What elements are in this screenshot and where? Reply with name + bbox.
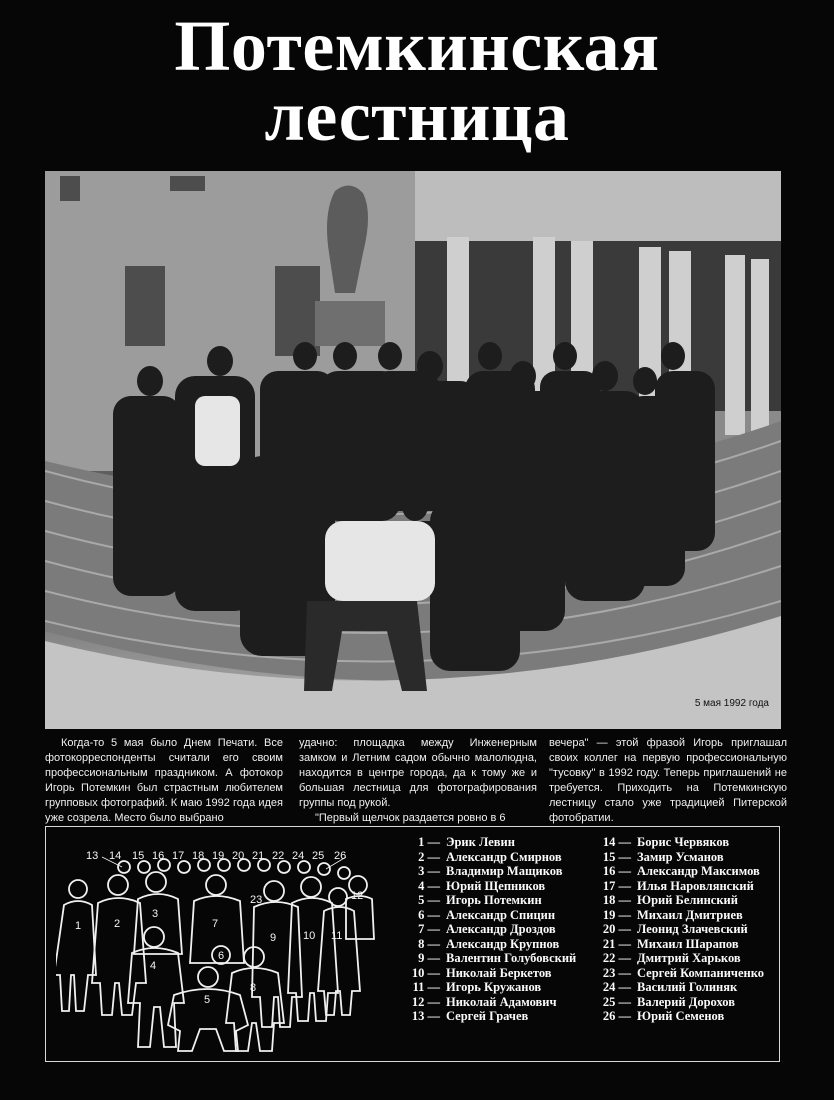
person-name: Леонид Злачевский <box>637 922 748 936</box>
article-column-3 <box>549 736 787 826</box>
list-item <box>599 922 779 937</box>
names-list-right <box>599 835 779 1024</box>
person-number: 2 — <box>418 849 440 864</box>
diagram-label-15: 15 <box>132 850 145 862</box>
page-title-line2: лестница <box>264 76 570 156</box>
diagram-label-20: 20 <box>232 850 245 862</box>
diagram-label-4: 4 <box>150 960 157 972</box>
article-paragraph: "Первый щелчок раздается ровно в 6 <box>315 812 506 824</box>
person-name: Игорь Потемкин <box>446 893 542 907</box>
diagram-label-1: 1 <box>75 920 82 932</box>
list-item <box>408 835 608 850</box>
diagram-label-11: 11 <box>331 930 343 942</box>
list-item <box>408 951 608 966</box>
person-name: Александр Спицин <box>446 907 556 922</box>
list-item <box>599 966 779 981</box>
diagram-label-10: 10 <box>303 930 316 942</box>
article-column-1 <box>45 736 283 826</box>
person-number: 1 — <box>418 835 440 849</box>
group-photo-illustration <box>45 171 781 729</box>
person-number: 22 — <box>602 951 631 965</box>
person-name: Борис Червяков <box>637 835 730 849</box>
diagram-label-24: 24 <box>292 850 305 862</box>
person-number: 18 — <box>602 893 631 907</box>
person-number: 16 — <box>602 864 631 878</box>
person-number: 24 — <box>602 980 631 994</box>
list-item <box>599 850 779 865</box>
list-item <box>599 980 779 995</box>
person-name: Александр Максимов <box>637 864 760 878</box>
list-item <box>599 1009 779 1024</box>
silhouette-outlines <box>56 859 374 1051</box>
diagram-label-17: 17 <box>172 850 185 862</box>
building-cornice <box>415 171 781 241</box>
list-item <box>408 966 608 981</box>
article-paragraph: удачно: площадка между Инженерным замком и Летним садом обычно малолюдна, находится в центре города, да к тому же и большая лестница для фотографирования группы под рукой. <box>299 737 537 809</box>
list-item <box>599 864 779 879</box>
person-name: Игорь Кружанов <box>446 980 542 994</box>
diagram-label-16: 16 <box>152 850 165 862</box>
person-name: Александр Крупнов <box>446 936 560 951</box>
person-number: 12 — <box>411 994 440 1009</box>
person-name: Николай Адамович <box>446 994 557 1009</box>
person-name: Михаил Шарапов <box>637 936 739 951</box>
names-list-left <box>408 835 608 1024</box>
article-paragraph: Когда-то 5 мая было Днем Печати. Все фотокорреспонденты считали его своим профессиональным праздником. А фотокор Игорь Потемкин был страстным любителем групповых фотографий. К маю 1992 года идея уже созрела. Место было выбрано <box>45 737 283 824</box>
person-number: 20 — <box>602 922 631 936</box>
person-number: 6 — <box>418 907 440 922</box>
list-item <box>599 937 779 952</box>
statue-pedestal <box>315 301 385 346</box>
list-item <box>408 850 608 865</box>
diagram-label-5: 5 <box>204 994 211 1006</box>
person-number: 21 — <box>602 936 631 951</box>
list-item <box>599 893 779 908</box>
names-legend <box>45 826 780 1062</box>
person-number: 4 — <box>418 878 440 893</box>
list-item <box>408 864 608 879</box>
diagram-label-21: 21 <box>252 850 265 862</box>
person-number: 11 — <box>412 980 440 994</box>
person-name: Илья Наровлянский <box>637 878 754 893</box>
group-photo <box>45 171 781 729</box>
person-number: 26 — <box>602 1009 631 1023</box>
person-number: 19 — <box>602 907 631 922</box>
list-item <box>599 951 779 966</box>
person-name: Эрик Левин <box>446 835 515 849</box>
person-number: 8 — <box>418 936 440 951</box>
diagram-label-19: 19 <box>212 850 225 862</box>
photo-date-caption: 5 мая 1992 года <box>694 698 769 709</box>
diagram-label-23: 23 <box>250 894 263 906</box>
list-item <box>408 995 608 1010</box>
list-item <box>599 835 779 850</box>
person-number: 13 — <box>411 1009 440 1023</box>
article-column-2 <box>299 736 537 826</box>
person-number: 25 — <box>602 994 631 1009</box>
person-number: 10 — <box>411 965 440 980</box>
person-name: Александр Дроздов <box>446 922 556 936</box>
person-number: 15 — <box>602 849 631 864</box>
person-number: 7 — <box>418 922 440 936</box>
diagram-label-6: 6 <box>218 950 225 962</box>
list-item <box>599 908 779 923</box>
diagram-label-13: 13 <box>86 850 99 862</box>
diagram-label-22: 22 <box>272 850 285 862</box>
person-name: Михаил Дмитриев <box>637 907 743 922</box>
silhouette-diagram <box>56 837 376 1057</box>
list-item <box>408 893 608 908</box>
list-item <box>408 937 608 952</box>
person-number: 17 — <box>602 878 631 893</box>
person-name: Сергей Компаниченко <box>637 965 764 980</box>
list-item <box>408 879 608 894</box>
list-item <box>408 980 608 995</box>
person-number: 5 — <box>418 893 440 907</box>
person-name: Юрий Белинский <box>637 893 738 907</box>
diagram-label-9: 9 <box>270 932 277 944</box>
list-item <box>408 1009 608 1024</box>
list-item <box>408 908 608 923</box>
diagram-label-3: 3 <box>152 908 159 920</box>
person-name: Замир Усманов <box>637 849 724 864</box>
person-number: 23 — <box>602 965 631 980</box>
person-number: 9 — <box>418 951 440 965</box>
person-name: Василий Голиняк <box>637 980 738 994</box>
diagram-label-25: 25 <box>312 850 325 862</box>
person-number: 14 — <box>602 835 631 849</box>
diagram-label-7: 7 <box>212 918 219 930</box>
diagram-label-14: 14 <box>109 850 122 862</box>
person-number: 3 — <box>418 864 440 878</box>
article-paragraph: вечера" — этой фразой Игорь приглашал своих коллег на первую профессиональную "тусовку" в 1992 году. Теперь приглашений не требуется. Приходить на Потемкинскую лестницу стало уже традицией Питерской фотобратии. <box>549 737 787 824</box>
list-item <box>599 879 779 894</box>
page-title-line1: Потемкинская <box>174 6 660 86</box>
person-name: Владимир Мащиков <box>446 864 563 878</box>
diagram-label-2: 2 <box>114 918 121 930</box>
diagram-label-8: 8 <box>250 982 257 994</box>
person-name: Юрий Щепников <box>446 878 546 893</box>
person-name: Юрий Семенов <box>637 1009 725 1023</box>
person-name: Александр Смирнов <box>446 849 562 864</box>
person-name: Сергей Грачев <box>446 1009 529 1023</box>
diagram-label-12: 12 <box>351 890 364 902</box>
person-name: Дмитрий Харьков <box>637 951 741 965</box>
person-name: Валерий Дорохов <box>637 994 735 1009</box>
list-item <box>599 995 779 1010</box>
person-name: Валентин Голубовский <box>446 951 577 965</box>
person-name: Николай Беркетов <box>446 965 552 980</box>
list-item <box>408 922 608 937</box>
diagram-label-26: 26 <box>334 850 347 862</box>
diagram-label-18: 18 <box>192 850 205 862</box>
